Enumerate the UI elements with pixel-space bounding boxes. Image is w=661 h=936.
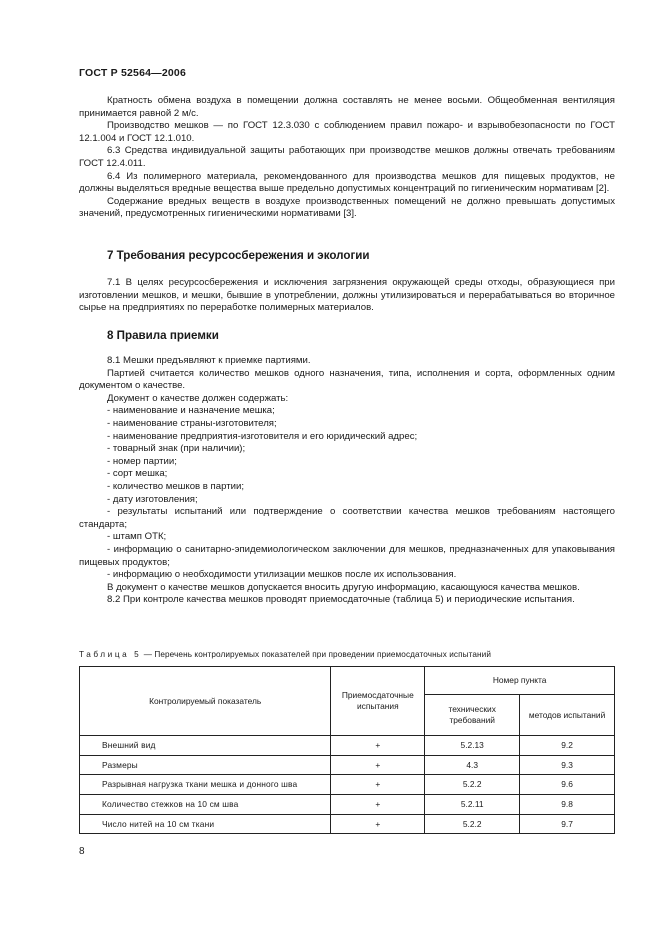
cell-test-method: 9.8 xyxy=(520,795,615,815)
cell-tech-req: 5.2.11 xyxy=(425,795,520,815)
list-item: - дату изготовления; xyxy=(107,493,198,505)
paragraph: 8.2 При контроле качества мешков проводят приемосдаточные (таблица 5) и периодические испытания. xyxy=(107,594,575,606)
table-row xyxy=(80,775,615,795)
list-item: - информацию о необходимости утилизации мешков после их использования. xyxy=(107,569,457,581)
cell-tech-req: 5.2.13 xyxy=(425,736,520,756)
header-tech-req: технических требований xyxy=(425,695,520,736)
table-row xyxy=(80,814,615,834)
paragraph: Документ о качестве должен содержать: xyxy=(107,392,289,404)
cell-indicator: Разрывная нагрузка ткани мешка и донного шва xyxy=(80,775,331,795)
cell-indicator: Количество стежков на 10 см шва xyxy=(80,795,331,815)
cell-acceptance: + xyxy=(331,755,425,775)
list-item: - сорт мешка; xyxy=(107,468,168,480)
paragraph: Партией считается количество мешков одного назначения, типа, исполнения и сорта, оформленных одним документом о качестве. xyxy=(79,367,615,392)
cell-tech-req: 5.2.2 xyxy=(425,814,520,834)
table-5 xyxy=(79,666,615,834)
cell-acceptance: + xyxy=(331,814,425,834)
table-5-caption-text: — Перечень контролируемых показателей при проведении приемосдаточных испытаний xyxy=(141,650,492,659)
paragraph: 6.4 Из полимерного материала, рекомендованного для производства мешков для пищевых продуктов, не должны выделяться вредные вещества выше предельно допустимых концентраций по гигиеническим нормативам [2]. xyxy=(79,170,615,195)
paragraph: В документ о качестве мешков допускается вносить другую информацию, касающуюся качества мешков. xyxy=(107,581,580,593)
page-number: 8 xyxy=(79,846,85,857)
table-5-caption-label: Таблица 5 xyxy=(79,650,142,659)
section-7-title: 7 Требования ресурсосбережения и экологии xyxy=(107,249,370,262)
section-6-continuation xyxy=(79,95,615,221)
list-item: - наименование предприятия-изготовителя и его юридический адрес; xyxy=(107,430,418,442)
list-item: - товарный знак (при наличии); xyxy=(107,443,246,455)
cell-test-method: 9.6 xyxy=(520,775,615,795)
cell-test-method: 9.2 xyxy=(520,736,615,756)
section-7 xyxy=(79,249,615,263)
list-item: - штамп ОТК; xyxy=(107,531,167,543)
paragraph: Кратность обмена воздуха в помещении должна составлять не менее восьми. Общеобменная вентиляция принимается равной 2 м/с. xyxy=(79,95,615,119)
cell-indicator: Число нитей на 10 см ткани xyxy=(80,814,331,834)
cell-tech-req: 4.3 xyxy=(425,755,520,775)
list-item: - наименование страны-изготовителя; xyxy=(107,417,277,429)
cell-acceptance: + xyxy=(331,736,425,756)
paragraph: 6.3 Средства индивидуальной защиты работающих при производстве мешков должны отвечать требованиям ГОСТ 12.4.011. xyxy=(79,145,615,169)
list-item: - наименование и назначение мешка; xyxy=(107,405,275,417)
list-item: - результаты испытаний или подтверждение о соответствии качества мешков требованиям настоящего стандарта; xyxy=(79,506,615,530)
cell-test-method: 9.3 xyxy=(520,755,615,775)
cell-test-method: 9.7 xyxy=(520,814,615,834)
header-test-methods: методов испытаний xyxy=(520,695,615,736)
section-7-body xyxy=(79,277,615,315)
document-header: ГОСТ Р 52564—2006 xyxy=(79,67,187,79)
list-item: - количество мешков в партии; xyxy=(107,480,244,492)
table-row xyxy=(80,755,615,775)
list-item: - номер партии; xyxy=(107,455,177,467)
header-clause-group: Номер пункта xyxy=(425,667,615,695)
cell-tech-req: 5.2.2 xyxy=(425,775,520,795)
table-5-caption xyxy=(79,650,491,659)
cell-acceptance: + xyxy=(331,775,425,795)
header-acceptance: Приемосдаточные испытания xyxy=(331,667,425,736)
list-item: - информацию о санитарно-эпидемиологическом заключении для мешков, предназначенных для упаковывания пищевых продуктов; xyxy=(79,543,615,568)
paragraph: 7.1 В целях ресурсосбережения и исключения загрязнения окружающей среды отходы, образующиеся при изготовлении мешков, и мешки, бывшие в употреблении, должны утилизироваться и перерабатываться во вторичное сырье на предприятиях по переработке полимерных материалов. xyxy=(79,277,615,314)
section-8-title: 8 Правила приемки xyxy=(107,329,219,342)
paragraph: Содержание вредных веществ в воздухе производственных помещений не должно превышать допустимых значений, предусмотренных гигиеническими нормативами [3]. xyxy=(79,195,615,220)
cell-indicator: Внешний вид xyxy=(80,736,331,756)
cell-indicator: Размеры xyxy=(80,755,331,775)
header-indicator: Контролируемый показатель xyxy=(80,667,331,736)
section-8-body xyxy=(79,355,615,607)
table-row xyxy=(80,736,615,756)
paragraph: 8.1 Мешки предъявляют к приемке партиями. xyxy=(107,355,311,366)
table-row xyxy=(80,795,615,815)
paragraph: Производство мешков — по ГОСТ 12.3.030 с соблюдением правил пожаро- и взрывобезопасности по ГОСТ 12.1.004 и ГОСТ 12.1.010. xyxy=(79,120,615,144)
cell-acceptance: + xyxy=(331,795,425,815)
section-8 xyxy=(79,329,615,343)
